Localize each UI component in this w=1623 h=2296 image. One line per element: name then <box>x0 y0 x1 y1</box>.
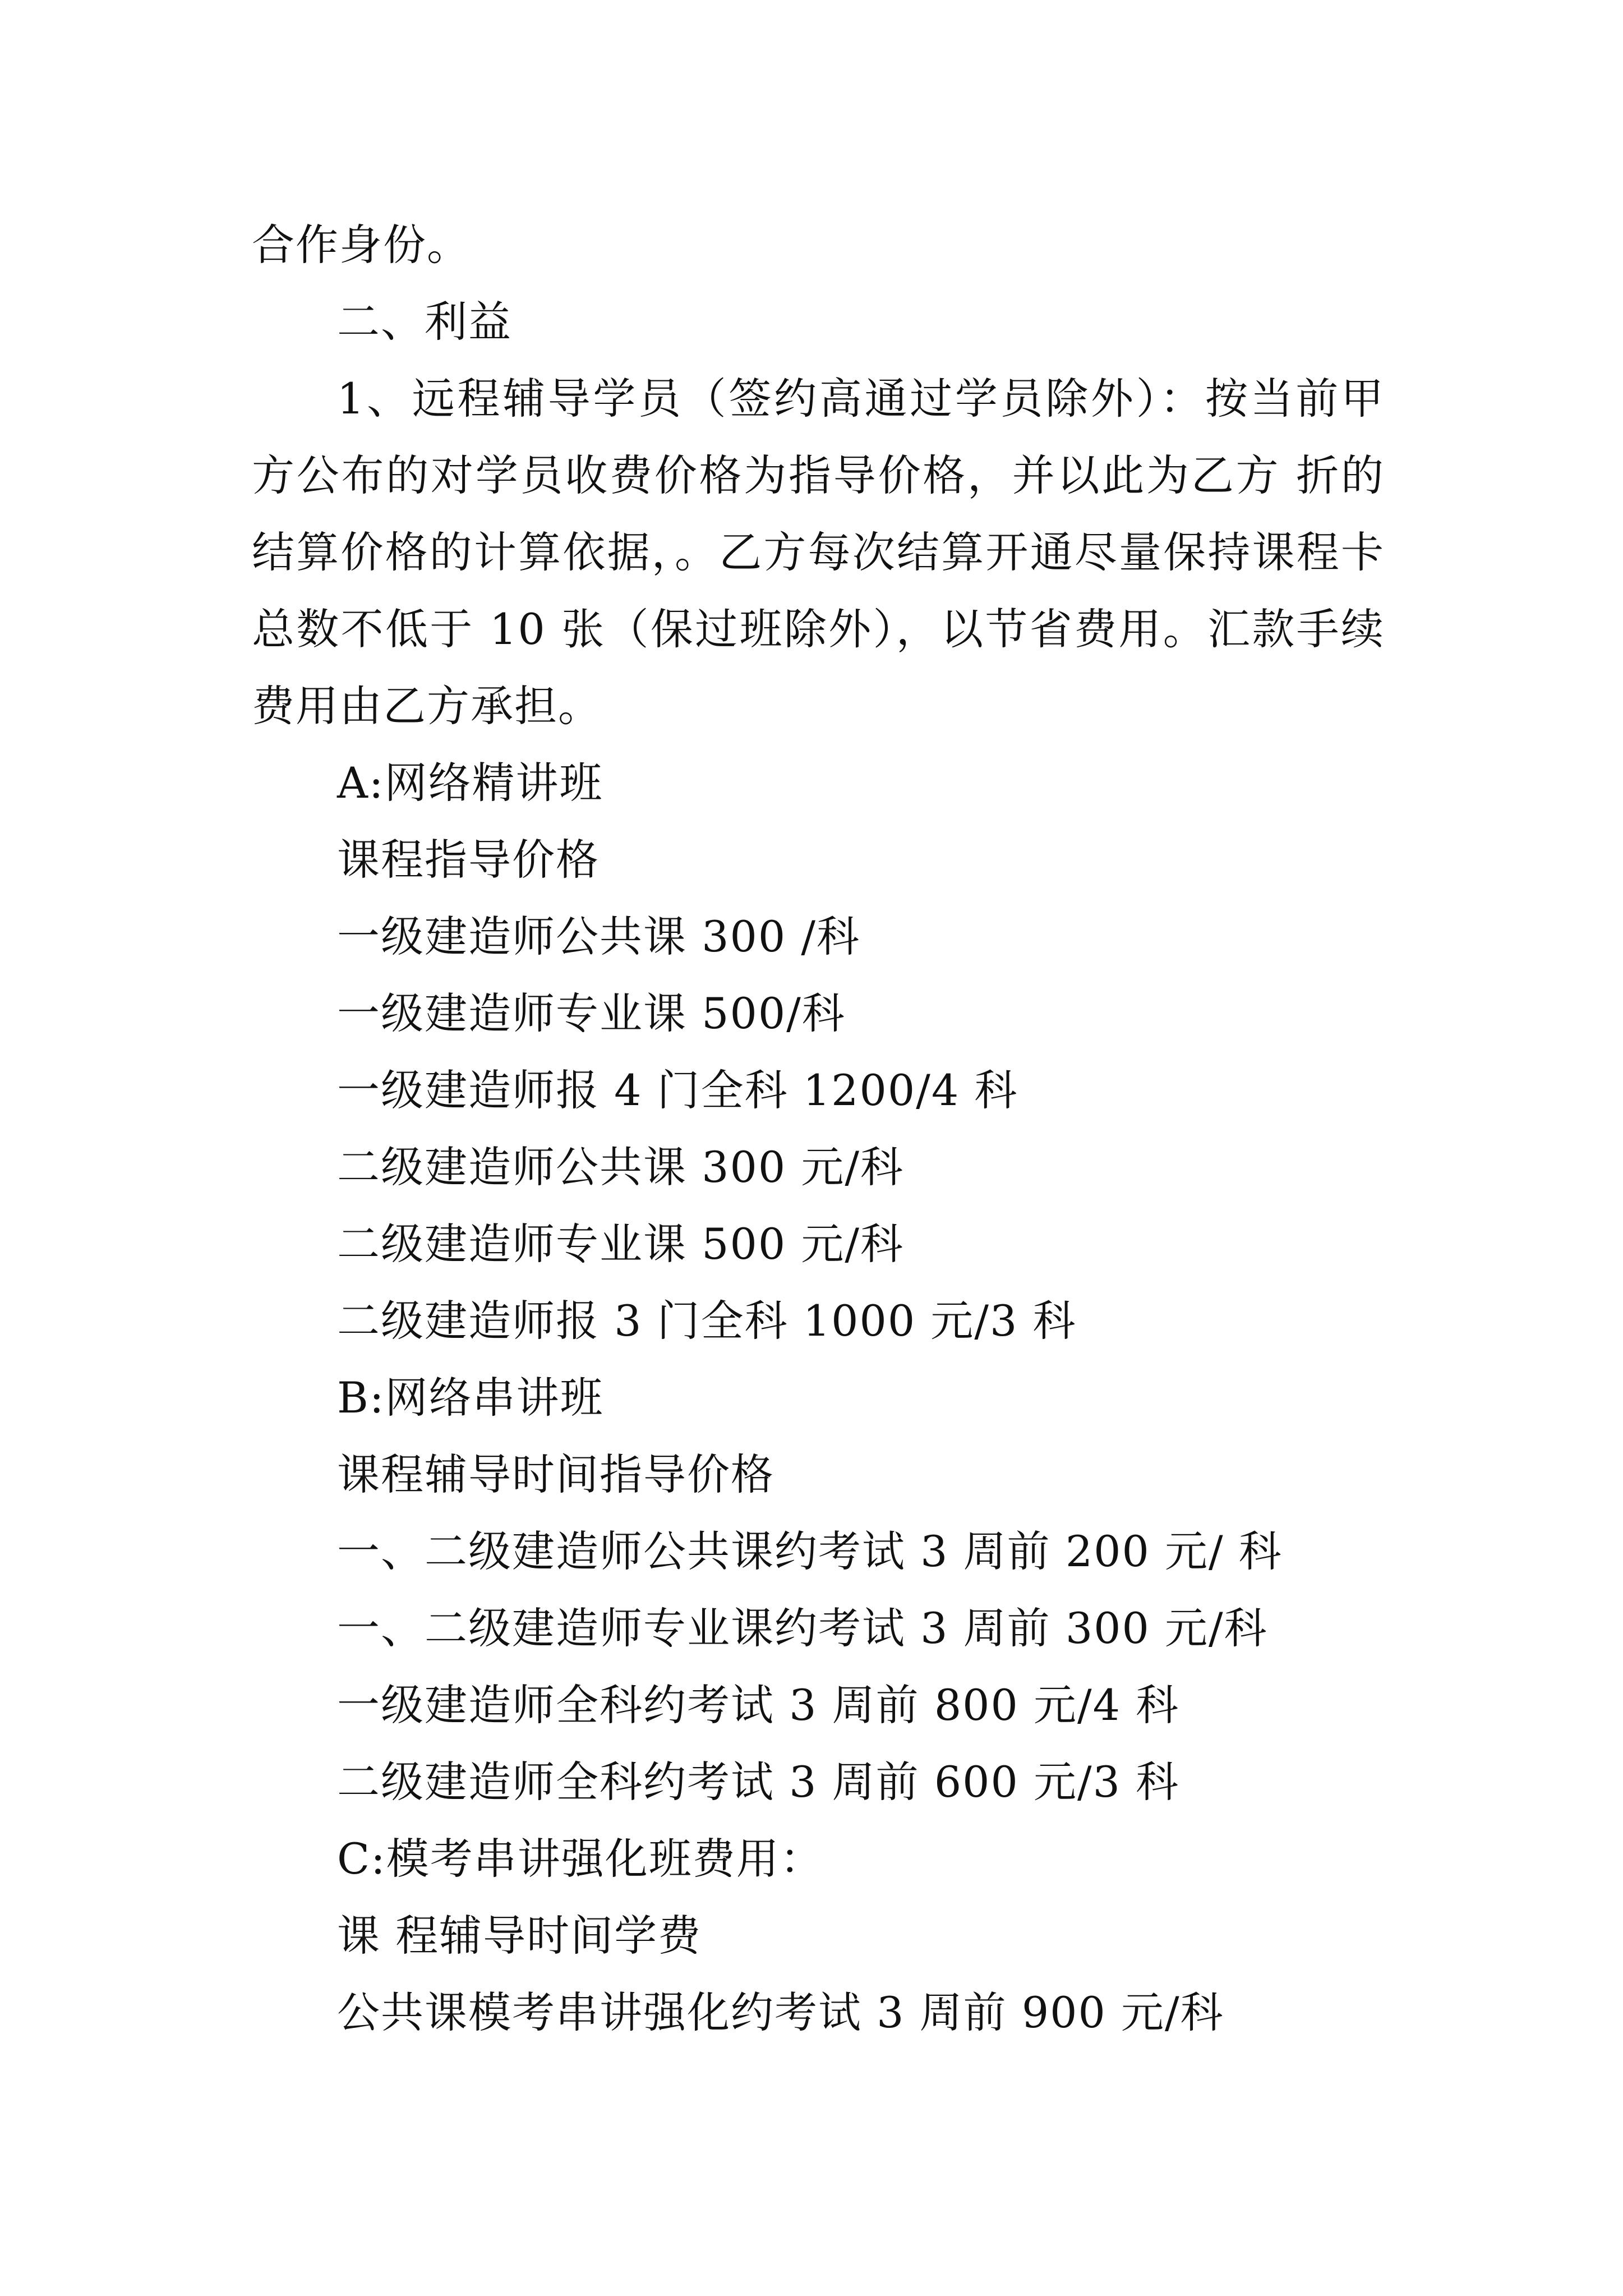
class-heading-b: B:网络串讲班 <box>337 1373 604 1423</box>
price-item: 一级建造师全科约考试 3 周前 800 元/4 科 <box>337 1680 1180 1730</box>
price-table-header: 课程辅导时间指导价格 <box>337 1450 774 1499</box>
class-heading-c: C:模考串讲强化班费用： <box>337 1834 824 1884</box>
price-item: 一、二级建造师公共课约考试 3 周前 200 元/ 科 <box>337 1526 1283 1576</box>
price-item: 一、二级建造师专业课约考试 3 周前 300 元/科 <box>337 1603 1268 1653</box>
price-item: 二级建造师全科约考试 3 周前 600 元/3 科 <box>337 1757 1180 1807</box>
price-table-header: 课程指导价格 <box>337 835 600 885</box>
price-item: 一级建造师专业课 500/科 <box>337 988 846 1038</box>
paragraph-continuation: 合作身份。 <box>252 220 471 270</box>
class-heading-a: A:网络精讲班 <box>337 758 603 808</box>
document-body <box>252 206 1385 2051</box>
price-item: 一级建造师公共课 300 /科 <box>337 912 860 961</box>
price-table-header: 课 程辅导时间学费 <box>337 1911 702 1961</box>
price-item: 一级建造师报 4 门全科 1200/4 科 <box>337 1065 1018 1115</box>
section-heading-benefits: 二、利益 <box>337 297 512 347</box>
price-item: 二级建造师报 3 门全科 1000 元/3 科 <box>337 1296 1077 1346</box>
paragraph-remote-tutoring: 1、远程辅导学员（签约高通过学员除外）：按当前甲方公布的对学员收费价格为指导价格，并以此为乙方 折的结算价格的计算依据，。乙方每次结算开通尽量保持课程卡总数不低于 10 张（保过班除外），以节省费用。汇款手续费用由乙方承担。 <box>252 374 1385 731</box>
price-item: 二级建造师专业课 500 元/科 <box>337 1219 904 1269</box>
price-item: 公共课模考串讲强化约考试 3 周前 900 元/科 <box>337 1987 1224 2037</box>
price-item: 二级建造师公共课 300 元/科 <box>337 1142 904 1192</box>
